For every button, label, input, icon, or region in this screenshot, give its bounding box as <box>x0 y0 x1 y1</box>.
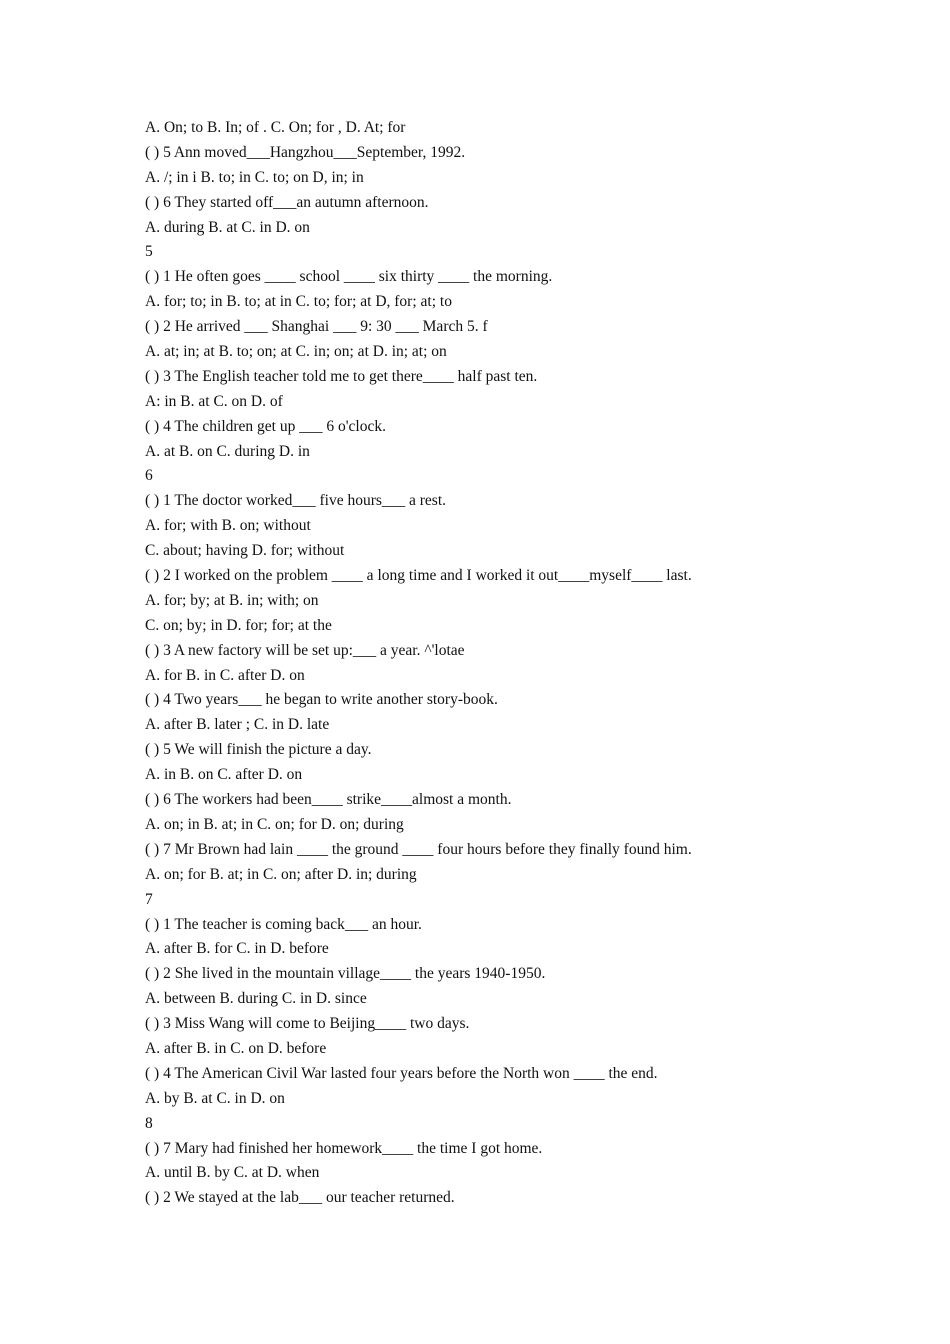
document-body <box>145 116 925 1211</box>
answer-options: A. after B. in C. on D. before <box>145 1039 327 1057</box>
question-line: ( ) 2 We stayed at the lab___ our teacher returned. <box>145 1189 455 1207</box>
question-line: ( ) 6 They started off___an autumn afternoon. <box>145 193 429 211</box>
section-number: 6 <box>145 467 153 485</box>
answer-options: C. on; by; in D. for; for; at the <box>145 616 332 634</box>
answer-options: A. on; in B. at; in C. on; for D. on; during <box>145 815 404 833</box>
answer-options: A. in B. on C. after D. on <box>145 766 303 784</box>
answer-options: A. for B. in C. after D. on <box>145 666 305 684</box>
question-line: ( ) 6 The workers had been____ strike____almost a month. <box>145 791 512 809</box>
question-line: ( ) 7 Mr Brown had lain ____ the ground ____ four hours before they finally found him. <box>145 840 692 858</box>
answer-options: A. until B. by C. at D. when <box>145 1164 320 1182</box>
question-line: ( ) 1 The teacher is coming back___ an hour. <box>145 915 422 933</box>
answer-options: A. at; in; at B. to; on; at C. in; on; at D. in; at; on <box>145 343 447 361</box>
question-line: ( ) 5 Ann moved___Hangzhou___September, 1992. <box>145 143 466 161</box>
answer-options: C. about; having D. for; without <box>145 542 345 560</box>
answer-options: A. after B. for C. in D. before <box>145 940 329 958</box>
question-line: ( ) 3 A new factory will be set up:___ a year. ^'lotae <box>145 641 465 659</box>
answer-options: A. at B. on C. during D. in <box>145 442 310 460</box>
answer-options: A. on; for B. at; in C. on; after D. in; during <box>145 865 417 883</box>
question-line: ( ) 4 The American Civil War lasted four years before the North won ____ the end. <box>145 1064 658 1082</box>
answer-options: A. by B. at C. in D. on <box>145 1089 285 1107</box>
answer-options: A. during B. at C. in D. on <box>145 218 310 236</box>
answer-options: A. for; to; in B. to; at in C. to; for; at D, for; at; to <box>145 293 452 311</box>
question-line: ( ) 1 The doctor worked___ five hours___ a rest. <box>145 492 447 510</box>
question-line: ( ) 2 He arrived ___ Shanghai ___ 9: 30 ___ March 5. f <box>145 318 488 336</box>
question-line: ( ) 5 We will finish the picture a day. <box>145 741 372 759</box>
question-line: ( ) 3 Miss Wang will come to Beijing____ two days. <box>145 1015 470 1033</box>
question-line: ( ) 1 He often goes ____ school ____ six thirty ____ the morning. <box>145 268 553 286</box>
section-number: 7 <box>145 890 153 908</box>
question-line: ( ) 7 Mary had finished her homework____ the time I got home. <box>145 1139 543 1157</box>
question-line: ( ) 2 I worked on the problem ____ a long time and I worked it out____myself____ last. <box>145 567 692 585</box>
question-line: ( ) 2 She lived in the mountain village____ the years 1940-1950. <box>145 965 546 983</box>
answer-options: A. between B. during C. in D. since <box>145 990 367 1008</box>
answer-options: A. for; by; at B. in; with; on <box>145 591 319 609</box>
answer-options: A. On; to B. In; of . C. On; for , D. At; for <box>145 119 406 136</box>
question-line: ( ) 3 The English teacher told me to get there____ half past ten. <box>145 367 538 385</box>
answer-options: A. for; with B. on; without <box>145 517 311 535</box>
answer-options: A: in B. at C. on D. of <box>145 392 283 410</box>
answer-options: A. after B. later ; C. in D. late <box>145 716 330 734</box>
question-line: ( ) 4 Two years___ he began to write another story-book. <box>145 691 498 709</box>
section-number: 5 <box>145 243 153 261</box>
question-line: ( ) 4 The children get up ___ 6 o'clock. <box>145 417 386 435</box>
section-number: 8 <box>145 1114 153 1132</box>
answer-options: A. /; in i B. to; in C. to; on D, in; in <box>145 168 364 186</box>
